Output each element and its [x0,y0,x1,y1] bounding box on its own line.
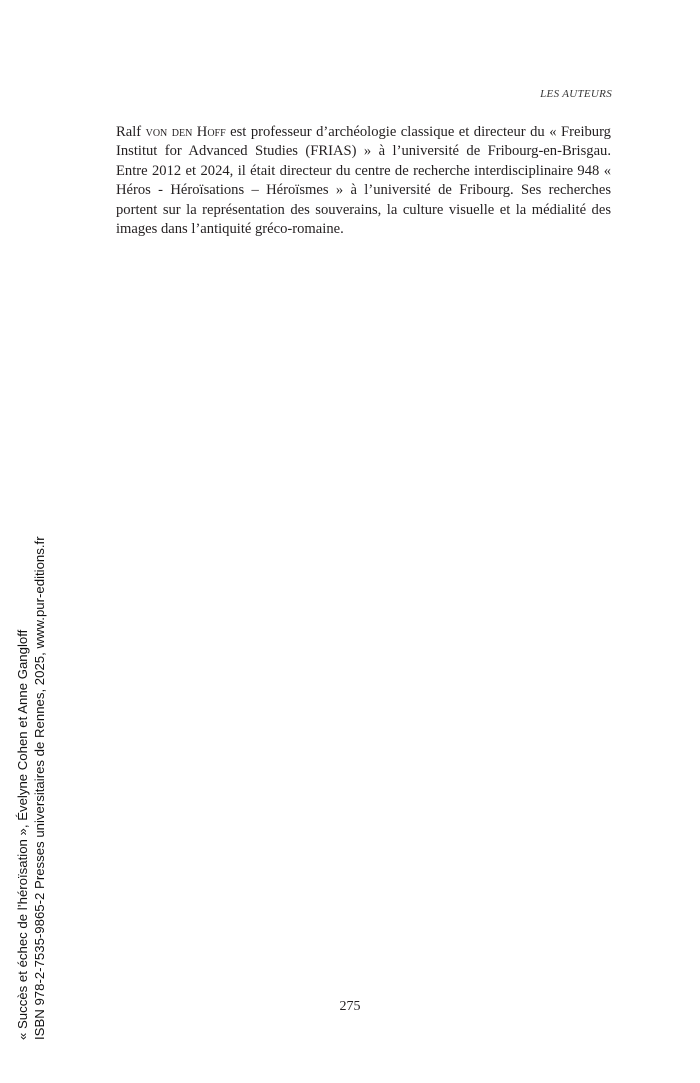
side-notice-title-line: « Succès et échec de l’héroïsation », Évelyne Cohen et Anne Gangloff [15,629,30,1040]
author-first-name: Ralf [116,124,146,140]
author-bio-paragraph [116,123,611,239]
author-bio-text: est professeur d’archéologie classique et directeur du « Freiburg Institut for Advanced Studies (FRIAS) » à l’université de Fribourg-en-Brisgau. Entre 2012 et 2024, il était directeur du centre de recherche interdisciplinaire 948 « Héros - Héroïsations – Héroïsmes » à l’université de Fribourg. Ses recherches portent sur la représentation des souverains, la culture visuelle et la médialité des images dans l’antiquité gréco-romaine. [116,124,611,238]
author-surname: von den Hoff [145,124,226,140]
side-copyright-notice [14,536,48,1040]
page-number: 275 [339,999,361,1014]
running-head: LES AUTEURS [540,88,612,100]
side-notice-isbn-line: ISBN 978-2-7535-9865-2 Presses universitaires de Rennes, 2025, www.pur-editions.fr [32,536,47,1040]
